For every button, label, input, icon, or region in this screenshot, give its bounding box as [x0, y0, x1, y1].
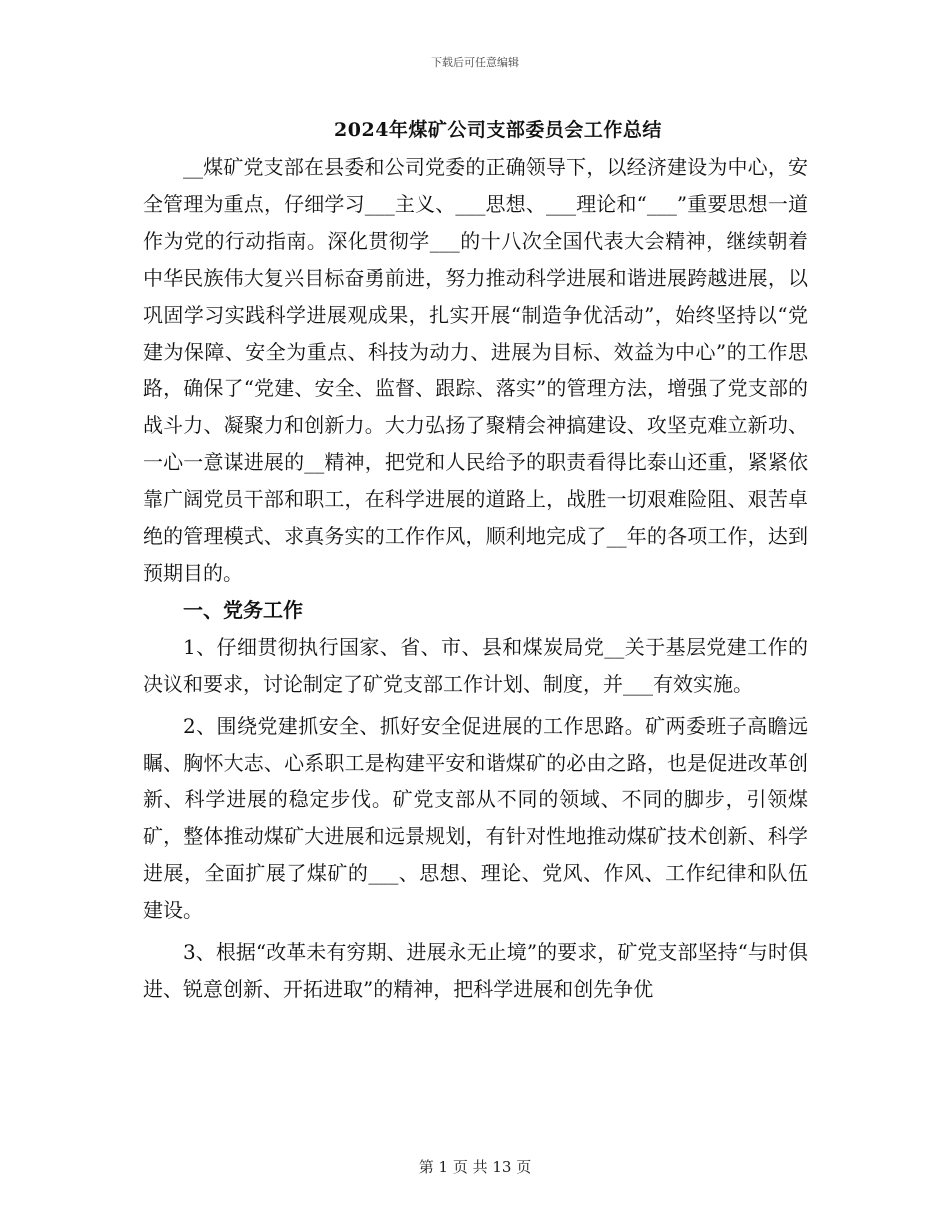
document-title: 2024年煤矿公司支部委员会工作总结: [334, 119, 662, 141]
list-item: 2、围绕党建抓安全、抓好安全促进展的工作思路。矿两委班子高瞻远瞩、胸怀大志、心系职工是构建平安和谐煤矿的必由之路，也是促进改革创新、科学进展的稳定步伐。矿党支部从不同的领域、不同的脚步，引领煤矿，整体推动煤矿大进展和远景规划，有针对性地推动煤矿技术创新、科学进展，全面扩展了煤矿的___、思想、理论、党风、作风、工作纪律和队伍建设。: [143, 713, 808, 923]
page-header-note: 下载后可任意编辑: [431, 56, 519, 69]
list-item: 3、根据“改革未有穷期、进展永无止境”的要求，矿党支部坚持“与时俱进、锐意创新、开拓进取”的精神，把科学进展和创先争优: [143, 940, 808, 1001]
list-item: 1、仔细贯彻执行国家、省、市、县和煤炭局党__关于基层党建工作的决议和要求，讨论制定了矿党支部工作计划、制度，并___有效实施。: [143, 634, 808, 696]
section-heading: 一、党务工作: [183, 597, 303, 622]
document-body: [143, 149, 808, 1008]
intro-paragraph: __煤矿党支部在县委和公司党委的正确领导下，以经济建设为中心，安全管理为重点，仔细学习___主义、___思想、___理论和“___”重要思想一道作为党的行动指南。深化贯彻学___的十八次全国代表大会精神，继续朝着中华民族伟大复兴目标奋勇前进，努力推动科学进展和谐进展跨越进展，以巩固学习实践科学进展观成果，扎实开展“制造争优活动”，始终坚持以“党建为保障、安全为重点、科技为动力、进展为目标、效益为中心”的工作思路，确保了“党建、安全、监督、跟踪、落实”的管理方法，增强了党支部的战斗力、凝聚力和创新力。大力弘扬了聚精会神搞建设、攻坚克难立新功、一心一意谋进展的__精神，把党和人民给予的职责看得比泰山还重，紧紧依靠广阔党员干部和职工，在科学进展的道路上，战胜一切艰难险阻、艰苦卓绝的管理模式、求真务实的工作作风，顺利地完成了__年的各项工作，达到预期目的。: [143, 155, 808, 585]
page-number: 第 1 页 共 13 页: [418, 1158, 532, 1176]
